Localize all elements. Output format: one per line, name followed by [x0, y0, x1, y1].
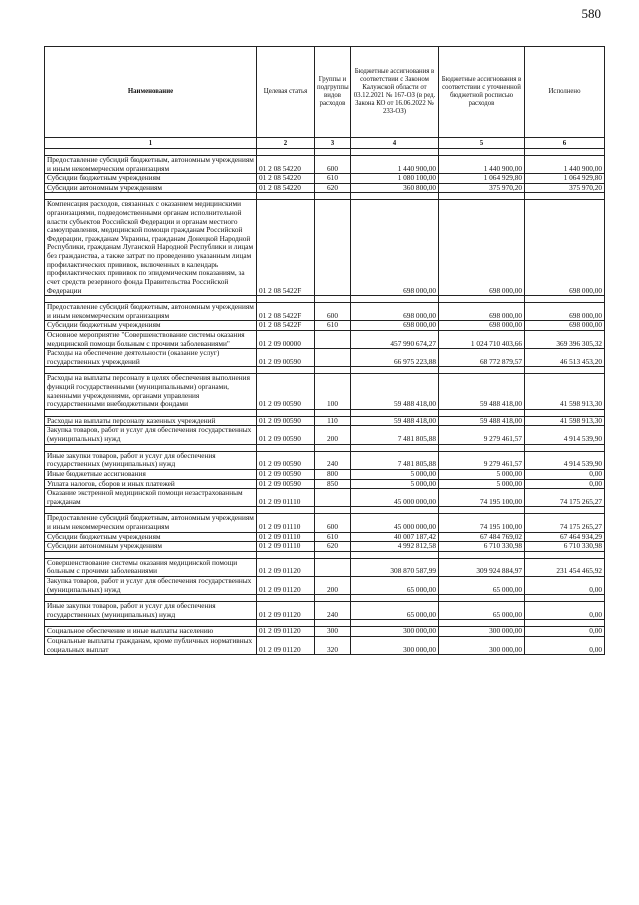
row-target-code: 01 2 09 00590	[257, 426, 315, 444]
row-law-amount: 7 481 805,88	[351, 451, 439, 469]
row-target-code: 01 2 08 54220	[257, 156, 315, 174]
row-name: Основное мероприятие "Совершенствование системы оказания медицинской помощи больным с прочими заболеваниями"	[45, 330, 257, 348]
spacer-cell	[525, 551, 605, 558]
row-refined-amount: 698 000,00	[439, 321, 525, 331]
row-law-amount: 300 000,00	[351, 627, 439, 637]
row-law-amount: 698 000,00	[351, 321, 439, 331]
row-name: Предоставление субсидий бюджетным, автономным учреждениям и иным некоммерческим организациям	[45, 156, 257, 174]
spacer-cell	[525, 507, 605, 514]
row-name: Субсидии автономным учреждениям	[45, 183, 257, 193]
spacer-cell	[351, 444, 439, 451]
row-law-amount: 59 488 418,00	[351, 416, 439, 426]
header-executed: Исполнено	[525, 47, 605, 138]
spacer-cell	[257, 551, 315, 558]
row-law-amount: 65 000,00	[351, 602, 439, 620]
row-expense-group: 100	[315, 374, 351, 409]
spacer-cell	[257, 507, 315, 514]
spacer-cell	[351, 595, 439, 602]
row-executed-amount: 0,00	[525, 627, 605, 637]
row-expense-group: 620	[315, 542, 351, 552]
row-target-code: 01 2 09 01110	[257, 514, 315, 532]
row-refined-amount: 74 195 100,00	[439, 514, 525, 532]
row-target-code: 01 2 09 01120	[257, 602, 315, 620]
table-row	[45, 426, 605, 444]
table-row	[45, 183, 605, 193]
row-target-code: 01 2 09 00590	[257, 416, 315, 426]
row-expense-group: 600	[315, 303, 351, 321]
row-target-code: 01 2 09 01120	[257, 627, 315, 637]
row-refined-amount: 65 000,00	[439, 576, 525, 594]
row-target-code: 01 2 09 01110	[257, 489, 315, 507]
row-target-code: 01 2 09 00590	[257, 349, 315, 367]
row-law-amount: 698 000,00	[351, 200, 439, 296]
table-row	[45, 451, 605, 469]
row-refined-amount: 74 195 100,00	[439, 489, 525, 507]
row-executed-amount: 6 710 330,98	[525, 542, 605, 552]
row-name: Расходы на выплаты персоналу казенных учреждений	[45, 416, 257, 426]
row-executed-amount: 4 914 539,90	[525, 426, 605, 444]
row-executed-amount: 41 598 913,30	[525, 416, 605, 426]
row-target-code: 01 2 09 01120	[257, 576, 315, 594]
row-law-amount: 59 488 418,00	[351, 374, 439, 409]
row-law-amount: 5 000,00	[351, 469, 439, 479]
row-executed-amount: 0,00	[525, 479, 605, 489]
table-row	[45, 637, 605, 655]
table-row	[45, 558, 605, 576]
spacer-cell	[351, 367, 439, 374]
row-expense-group: 240	[315, 451, 351, 469]
row-law-amount: 1 080 100,00	[351, 174, 439, 184]
row-executed-amount: 46 513 453,20	[525, 349, 605, 367]
column-number: 6	[525, 138, 605, 149]
spacer-cell	[439, 367, 525, 374]
spacer-cell	[315, 296, 351, 303]
row-target-code: 01 2 09 00590	[257, 479, 315, 489]
row-target-code: 01 2 09 00590	[257, 451, 315, 469]
row-executed-amount: 0,00	[525, 576, 605, 594]
column-number: 1	[45, 138, 257, 149]
row-expense-group: 610	[315, 174, 351, 184]
row-refined-amount: 5 000,00	[439, 479, 525, 489]
spacer-cell	[315, 507, 351, 514]
table-row	[45, 576, 605, 594]
header-name: Наименование	[45, 47, 257, 138]
row-refined-amount: 65 000,00	[439, 602, 525, 620]
row-target-code: 01 2 09 01120	[257, 637, 315, 655]
spacer-cell	[439, 296, 525, 303]
column-number: 4	[351, 138, 439, 149]
row-refined-amount: 698 000,00	[439, 303, 525, 321]
row-refined-amount: 300 000,00	[439, 637, 525, 655]
row-target-code: 01 2 08 54220	[257, 174, 315, 184]
row-name: Предоставление субсидий бюджетным, автономным учреждениям и иным некоммерческим организациям	[45, 514, 257, 532]
row-target-code: 01 2 09 01110	[257, 532, 315, 542]
row-name: Уплата налогов, сборов и иных платежей	[45, 479, 257, 489]
row-law-amount: 45 000 000,00	[351, 514, 439, 532]
row-expense-group: 600	[315, 514, 351, 532]
row-executed-amount: 231 454 465,92	[525, 558, 605, 576]
row-refined-amount: 67 484 769,02	[439, 532, 525, 542]
row-expense-group: 200	[315, 426, 351, 444]
row-refined-amount: 68 772 879,57	[439, 349, 525, 367]
table-row	[45, 156, 605, 174]
row-refined-amount: 5 000,00	[439, 469, 525, 479]
row-refined-amount: 1 064 929,80	[439, 174, 525, 184]
spacer-cell	[315, 149, 351, 156]
row-name: Субсидии бюджетным учреждениям	[45, 532, 257, 542]
row-law-amount: 7 481 805,88	[351, 426, 439, 444]
row-name: Социальное обеспечение и иные выплаты населению	[45, 627, 257, 637]
spacer-cell	[315, 551, 351, 558]
table-row	[45, 330, 605, 348]
row-law-amount: 40 007 187,42	[351, 532, 439, 542]
row-executed-amount: 369 396 305,32	[525, 330, 605, 348]
spacer-cell	[257, 367, 315, 374]
row-name: Иные закупки товаров, работ и услуг для обеспечения государственных (муниципальных) нужд	[45, 602, 257, 620]
spacer-cell	[315, 367, 351, 374]
row-refined-amount: 1 440 900,00	[439, 156, 525, 174]
row-name: Субсидии бюджетным учреждениям	[45, 174, 257, 184]
row-expense-group: 300	[315, 627, 351, 637]
spacer-cell	[351, 296, 439, 303]
row-expense-group: 800	[315, 469, 351, 479]
row-executed-amount: 41 598 913,30	[525, 374, 605, 409]
row-expense-group: 110	[315, 416, 351, 426]
row-target-code: 01 2 09 01120	[257, 558, 315, 576]
row-law-amount: 45 000 000,00	[351, 489, 439, 507]
row-refined-amount: 6 710 330,98	[439, 542, 525, 552]
spacer-cell	[257, 296, 315, 303]
row-executed-amount: 74 175 265,27	[525, 489, 605, 507]
row-target-code: 01 2 09 00000	[257, 330, 315, 348]
row-expense-group: 600	[315, 156, 351, 174]
row-executed-amount: 1 064 929,80	[525, 174, 605, 184]
column-number: 3	[315, 138, 351, 149]
row-executed-amount: 0,00	[525, 469, 605, 479]
row-executed-amount: 0,00	[525, 602, 605, 620]
row-expense-group: 200	[315, 576, 351, 594]
header-row	[45, 47, 605, 138]
spacer-cell	[351, 507, 439, 514]
row-expense-group	[315, 489, 351, 507]
spacer-cell	[525, 193, 605, 200]
row-executed-amount: 1 440 900,00	[525, 156, 605, 174]
spacer-cell	[257, 444, 315, 451]
row-law-amount: 5 000,00	[351, 479, 439, 489]
row-refined-amount: 300 000,00	[439, 627, 525, 637]
row-name: Социальные выплаты гражданам, кроме публичных нормативных социальных выплат	[45, 637, 257, 655]
table-row	[45, 469, 605, 479]
row-target-code: 01 2 08 5422F	[257, 303, 315, 321]
spacer-cell	[257, 595, 315, 602]
row-law-amount: 457 990 674,27	[351, 330, 439, 348]
row-name: Субсидии автономным учреждениям	[45, 542, 257, 552]
header-target-item: Целевая статья	[257, 47, 315, 138]
spacer-cell	[525, 595, 605, 602]
row-refined-amount: 698 000,00	[439, 200, 525, 296]
row-expense-group: 610	[315, 532, 351, 542]
spacer-cell	[439, 193, 525, 200]
row-executed-amount: 698 000,00	[525, 303, 605, 321]
spacer-cell	[257, 149, 315, 156]
spacer-cell	[351, 551, 439, 558]
table-row	[45, 200, 605, 296]
table-row	[45, 174, 605, 184]
spacer-cell	[525, 296, 605, 303]
table-body	[45, 149, 605, 655]
row-name: Иные закупки товаров, работ и услуг для обеспечения государственных (муниципальных) нужд	[45, 451, 257, 469]
spacer-cell	[315, 444, 351, 451]
row-expense-group	[315, 349, 351, 367]
row-law-amount: 300 000,00	[351, 637, 439, 655]
table-row	[45, 602, 605, 620]
row-executed-amount: 698 000,00	[525, 200, 605, 296]
row-name: Расходы на обеспечение деятельности (оказание услуг) государственных учреждений	[45, 349, 257, 367]
row-refined-amount: 9 279 461,57	[439, 451, 525, 469]
column-number: 2	[257, 138, 315, 149]
row-name: Субсидии бюджетным учреждениям	[45, 321, 257, 331]
row-executed-amount: 67 464 934,29	[525, 532, 605, 542]
table-row	[45, 489, 605, 507]
spacer-cell	[439, 444, 525, 451]
row-expense-group: 240	[315, 602, 351, 620]
spacer-cell	[525, 149, 605, 156]
row-refined-amount: 1 024 710 403,66	[439, 330, 525, 348]
row-expense-group: 620	[315, 183, 351, 193]
row-law-amount: 308 870 587,99	[351, 558, 439, 576]
row-target-code: 01 2 08 5422F	[257, 200, 315, 296]
row-law-amount: 4 992 812,58	[351, 542, 439, 552]
page-number: 580	[581, 6, 601, 21]
row-expense-group: 610	[315, 321, 351, 331]
row-expense-group	[315, 200, 351, 296]
row-expense-group: 850	[315, 479, 351, 489]
spacer-cell	[525, 444, 605, 451]
spacer-cell	[315, 193, 351, 200]
spacer-cell	[351, 193, 439, 200]
row-refined-amount: 59 488 418,00	[439, 416, 525, 426]
header-refined-allocations: Бюджетные ассигнования в соответствии с уточненной бюджетной росписью расходов	[439, 47, 525, 138]
spacer-cell	[439, 149, 525, 156]
spacer-cell	[439, 595, 525, 602]
budget-table	[44, 46, 605, 655]
row-name: Закупка товаров, работ и услуг для обеспечения государственных (муниципальных) нужд	[45, 426, 257, 444]
row-expense-group	[315, 558, 351, 576]
row-name: Расходы на выплаты персоналу в целях обеспечения выполнения функций государственными (муниципальными) органами, казенными учреждениями, органами управления государственными внебюджетными фондами	[45, 374, 257, 409]
header-expense-groups: Группы и подгруппы видов расходов	[315, 47, 351, 138]
row-name: Предоставление субсидий бюджетным, автономным учреждениям и иным некоммерческим организациям	[45, 303, 257, 321]
row-executed-amount: 74 175 265,27	[525, 514, 605, 532]
row-target-code: 01 2 08 5422F	[257, 321, 315, 331]
table-row	[45, 349, 605, 367]
spacer-cell	[351, 149, 439, 156]
table-row	[45, 514, 605, 532]
header-law-allocations: Бюджетные ассигнования в соответствии с Законом Калужской области от 03.12.2021 № 167-ОЗ (в ред. Закона КО от 16.06.2022 № 233-ОЗ)	[351, 47, 439, 138]
column-number-row	[45, 138, 605, 149]
row-name: Компенсация расходов, связанных с оказанием медицинскими организациями, подведомственными органам исполнительной власти субъектов Российской Федерации и органам местного самоуправления, медицинской помощи гражданам Российской Федерации, гражданам Украины, гражданам Донецкой Народной Республики, гражданам Луганской Народной Республики и лицам без гражданства, а также затрат по проведению указанным лицам профилактических прививок, включенных в календарь профилактических прививок по эпидемическим показаниям, за счет средств резервного фонда Правительства Российской Федерации	[45, 200, 257, 296]
row-executed-amount: 0,00	[525, 637, 605, 655]
row-law-amount: 360 800,00	[351, 183, 439, 193]
row-name: Совершенствование системы оказания медицинской помощи больным с прочими заболеваниями	[45, 558, 257, 576]
spacer-cell	[257, 193, 315, 200]
spacer-cell	[439, 551, 525, 558]
row-expense-group	[315, 330, 351, 348]
row-law-amount: 66 975 223,88	[351, 349, 439, 367]
spacer-cell	[315, 595, 351, 602]
row-refined-amount: 375 970,20	[439, 183, 525, 193]
row-executed-amount: 4 914 539,90	[525, 451, 605, 469]
row-law-amount: 1 440 900,00	[351, 156, 439, 174]
row-law-amount: 65 000,00	[351, 576, 439, 594]
row-refined-amount: 309 924 884,97	[439, 558, 525, 576]
table-row	[45, 303, 605, 321]
row-executed-amount: 698 000,00	[525, 321, 605, 331]
row-target-code: 01 2 09 00590	[257, 469, 315, 479]
row-executed-amount: 375 970,20	[525, 183, 605, 193]
table-row	[45, 374, 605, 409]
spacer-cell	[439, 507, 525, 514]
row-expense-group: 320	[315, 637, 351, 655]
row-name: Закупка товаров, работ и услуг для обеспечения государственных (муниципальных) нужд	[45, 576, 257, 594]
row-target-code: 01 2 08 54220	[257, 183, 315, 193]
row-refined-amount: 59 488 418,00	[439, 374, 525, 409]
row-name: Иные бюджетные ассигнования	[45, 469, 257, 479]
table-row	[45, 542, 605, 552]
row-target-code: 01 2 09 01110	[257, 542, 315, 552]
row-refined-amount: 9 279 461,57	[439, 426, 525, 444]
row-law-amount: 698 000,00	[351, 303, 439, 321]
spacer-cell	[525, 367, 605, 374]
column-number: 5	[439, 138, 525, 149]
row-name: Оказание экстренной медицинской помощи незастрахованным гражданам	[45, 489, 257, 507]
row-target-code: 01 2 09 00590	[257, 374, 315, 409]
